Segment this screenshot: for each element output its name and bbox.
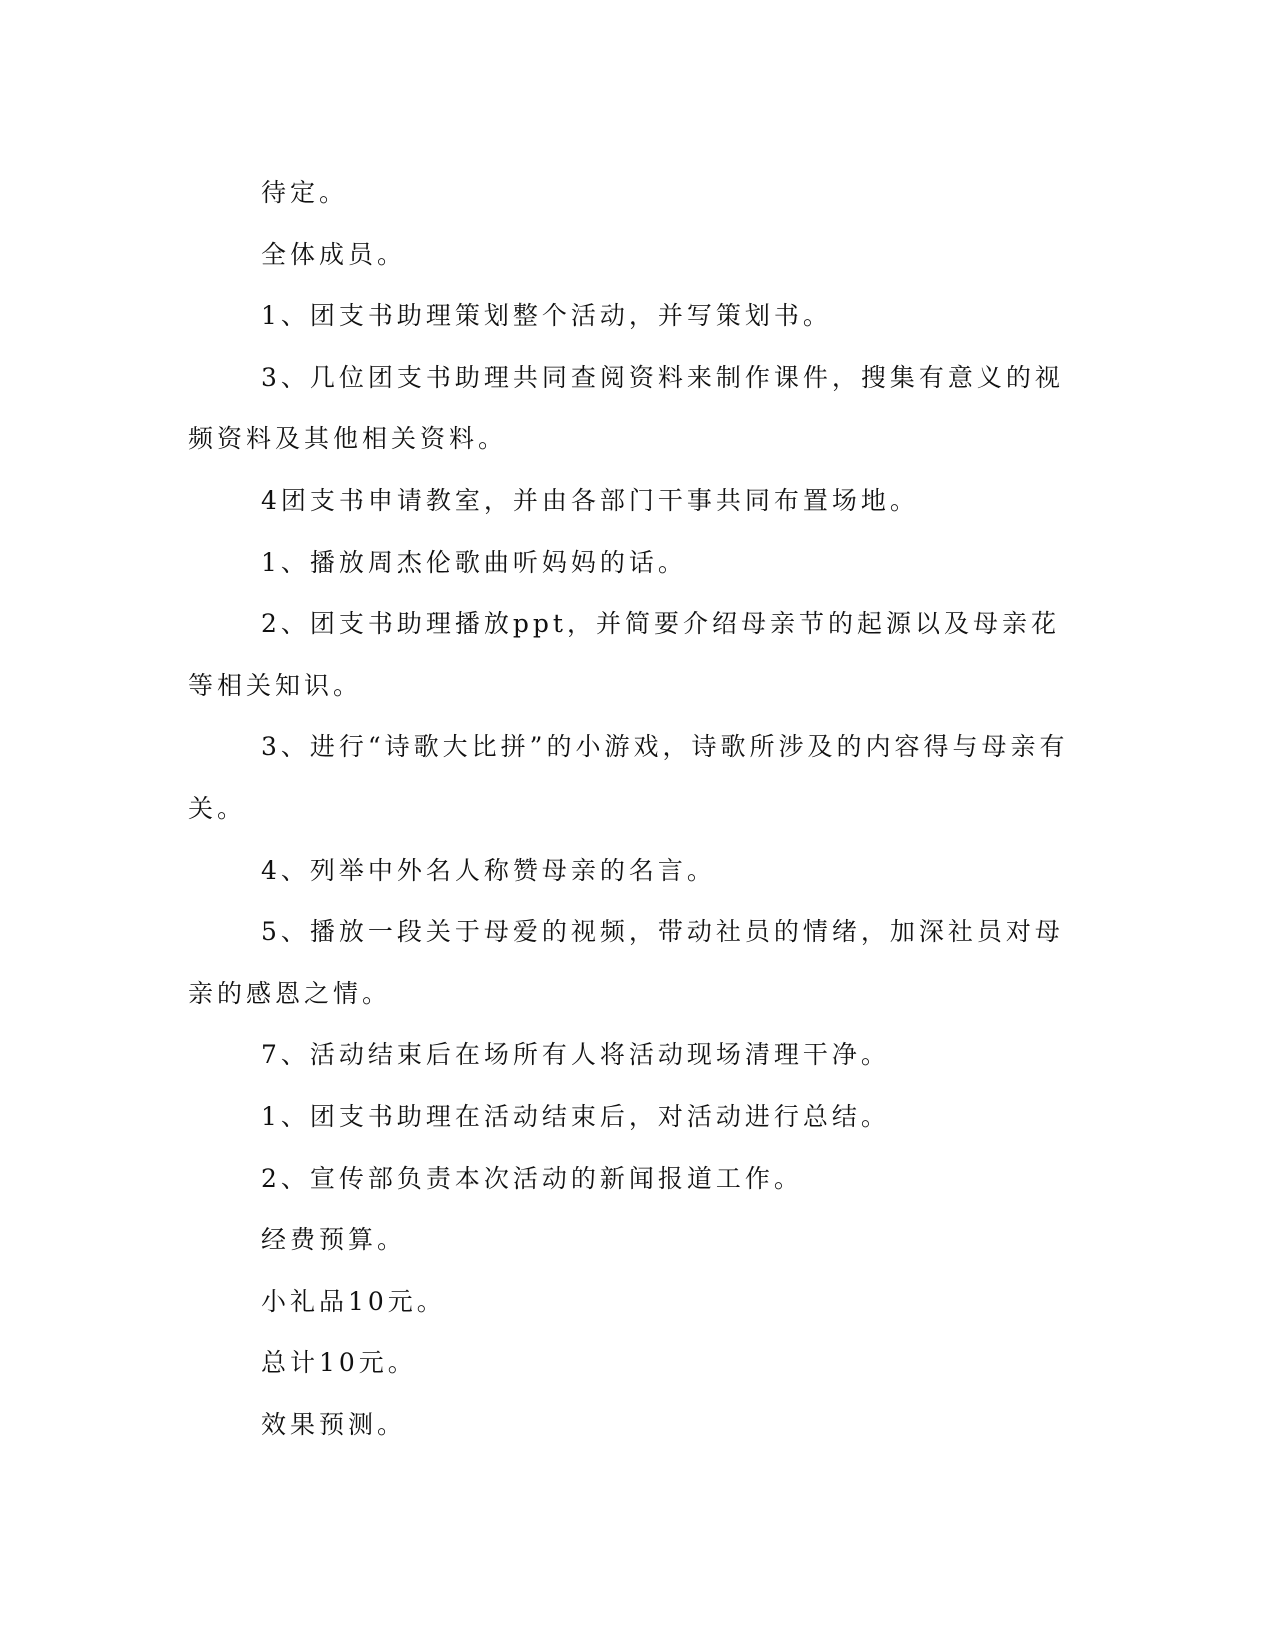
paragraph: 1、团支书助理在活动结束后，对活动进行总结。 [261, 1101, 890, 1131]
paragraph: 3、几位团支书助理共同查阅资料来制作课件，搜集有意义的视频资料及其他相关资料。 [188, 362, 1064, 454]
paragraph: 5、播放一段关于母爱的视频，带动社员的情绪，加深社员对母亲的感恩之情。 [188, 917, 1064, 1008]
paragraph: 2、宣传部负责本次活动的新闻报道工作。 [261, 1163, 803, 1193]
paragraph: 待定。 [261, 178, 349, 207]
paragraph: 3、进行“诗歌大比拼”的小游戏，诗歌所涉及的内容得与母亲有关。 [188, 732, 1069, 823]
paragraph: 1、团支书助理策划整个活动，并写策划书。 [261, 301, 832, 331]
paragraph: 总计10元。 [261, 1348, 417, 1378]
paragraph: 4、列举中外名人称赞母亲的名言。 [261, 855, 716, 885]
document-body [188, 162, 1078, 1455]
paragraph: 1、播放周杰伦歌曲听妈妈的话。 [261, 547, 687, 577]
paragraph: 2、团支书助理播放ppt，并简要介绍母亲节的起源以及母亲花等相关知识。 [188, 609, 1060, 700]
paragraph: 全体成员。 [261, 239, 407, 269]
paragraph: 效果预测。 [261, 1409, 407, 1439]
paragraph: 小礼品10元。 [261, 1286, 446, 1316]
paragraph: 经费预算。 [261, 1225, 407, 1255]
paragraph: 4团支书申请教室，并由各部门干事共同布置场地。 [261, 485, 919, 515]
paragraph: 7、活动结束后在场所有人将活动现场清理干净。 [261, 1040, 890, 1070]
